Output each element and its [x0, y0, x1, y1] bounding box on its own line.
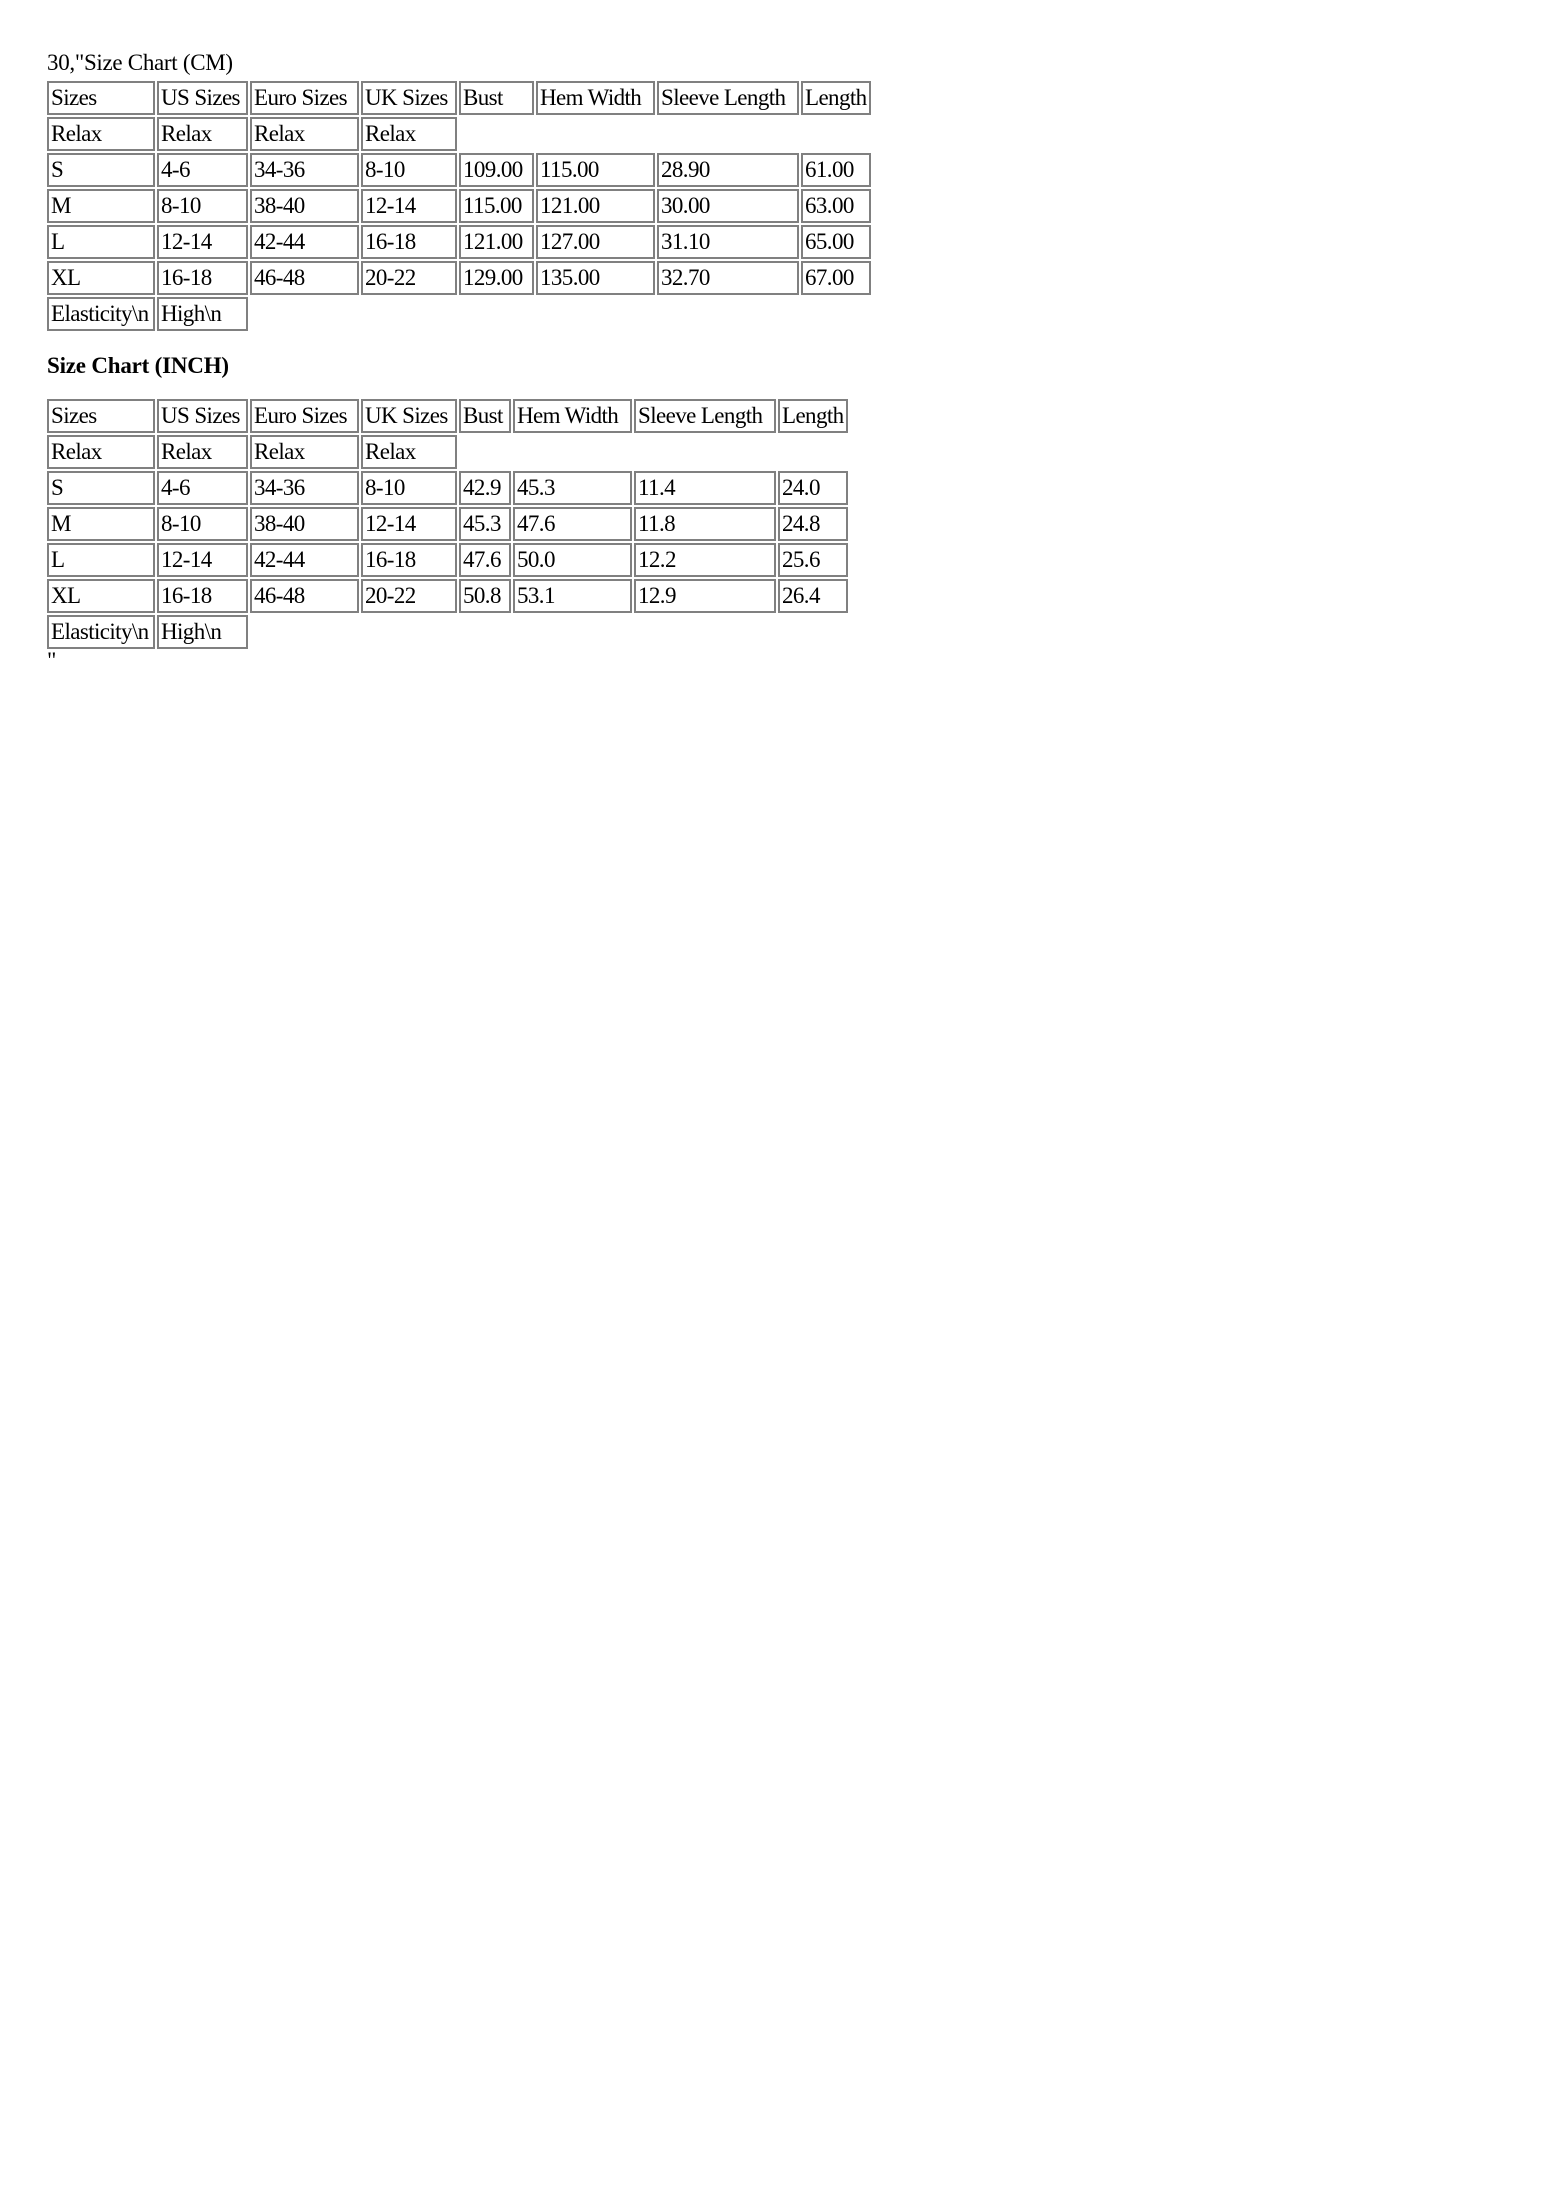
table-cell: 12-14 [361, 189, 457, 223]
table-cell: 34-36 [250, 471, 359, 505]
table-row [47, 225, 871, 259]
table-row [47, 153, 871, 187]
table-cell: 26.4 [778, 579, 848, 613]
table-cell: 50.0 [513, 543, 632, 577]
table-cell: 16-18 [157, 579, 248, 613]
table-row [47, 471, 848, 505]
header-cell: Sleeve Length [634, 399, 776, 433]
table-cell: 20-22 [361, 261, 457, 295]
table-cell: Relax [361, 117, 457, 151]
table-cell: 8-10 [157, 507, 248, 541]
table-cell: 38-40 [250, 189, 359, 223]
header-cell: Length [801, 81, 871, 115]
table-cell: High\n [157, 615, 248, 649]
table-cell: 8-10 [361, 153, 457, 187]
table-cell: 65.00 [801, 225, 871, 259]
table-cell: 16-18 [361, 543, 457, 577]
empty-cell [250, 297, 871, 331]
table-cell: L [47, 543, 155, 577]
table-cell: 12-14 [361, 507, 457, 541]
table-row [47, 189, 871, 223]
table-cell: 42.9 [459, 471, 511, 505]
table-cell: 31.10 [657, 225, 799, 259]
header-cell: Sleeve Length [657, 81, 799, 115]
table-cell: M [47, 507, 155, 541]
table-cell: 11.8 [634, 507, 776, 541]
table-cell: XL [47, 261, 155, 295]
cm-size-table [45, 79, 873, 333]
table-header-row [47, 81, 871, 115]
table-cell: Elasticity\n [47, 297, 155, 331]
header-cell: Length [778, 399, 848, 433]
table-cell: M [47, 189, 155, 223]
table-cell: 45.3 [513, 471, 632, 505]
trailing-quote: " [47, 648, 57, 673]
table-cell: 50.8 [459, 579, 511, 613]
header-cell: UK Sizes [361, 399, 457, 433]
table-row [47, 435, 848, 469]
table-cell: 20-22 [361, 579, 457, 613]
table-cell: 12.9 [634, 579, 776, 613]
table-cell: 46-48 [250, 261, 359, 295]
table-cell: 45.3 [459, 507, 511, 541]
table-cell: High\n [157, 297, 248, 331]
table-row [47, 507, 848, 541]
header-cell: Bust [459, 81, 534, 115]
header-cell: Euro Sizes [250, 81, 359, 115]
table-cell: Relax [250, 435, 359, 469]
table-cell: 11.4 [634, 471, 776, 505]
table-cell: 25.6 [778, 543, 848, 577]
table-cell: Elasticity\n [47, 615, 155, 649]
table-cell: 8-10 [157, 189, 248, 223]
table-cell: 115.00 [459, 189, 534, 223]
table-header-row [47, 399, 848, 433]
table-cell: 61.00 [801, 153, 871, 187]
table-cell: 121.00 [459, 225, 534, 259]
table-cell: 42-44 [250, 225, 359, 259]
table-cell: 63.00 [801, 189, 871, 223]
table-cell: 135.00 [536, 261, 655, 295]
table-cell: 4-6 [157, 153, 248, 187]
table-cell: 24.8 [778, 507, 848, 541]
table-cell: Relax [47, 435, 155, 469]
table-cell: Relax [361, 435, 457, 469]
header-cell: Hem Width [536, 81, 655, 115]
header-cell: US Sizes [157, 399, 248, 433]
table-cell: 12.2 [634, 543, 776, 577]
table-cell: S [47, 153, 155, 187]
table-row [47, 117, 871, 151]
table-cell: 32.70 [657, 261, 799, 295]
table-row [47, 543, 848, 577]
table-cell: 16-18 [157, 261, 248, 295]
header-cell: US Sizes [157, 81, 248, 115]
table-cell: 28.90 [657, 153, 799, 187]
table-cell: 16-18 [361, 225, 457, 259]
table-cell: 127.00 [536, 225, 655, 259]
table-cell: 115.00 [536, 153, 655, 187]
header-cell: Hem Width [513, 399, 632, 433]
table-cell: XL [47, 579, 155, 613]
table-cell: 53.1 [513, 579, 632, 613]
table-cell: 12-14 [157, 225, 248, 259]
table-cell: 42-44 [250, 543, 359, 577]
table-cell: 4-6 [157, 471, 248, 505]
table-cell: 24.0 [778, 471, 848, 505]
table-cell: 34-36 [250, 153, 359, 187]
table-row [47, 615, 848, 649]
table-cell: 47.6 [513, 507, 632, 541]
table-cell: 30.00 [657, 189, 799, 223]
table-cell: 67.00 [801, 261, 871, 295]
empty-cell [459, 435, 848, 469]
table-cell: L [47, 225, 155, 259]
empty-cell [250, 615, 848, 649]
table-cell: 46-48 [250, 579, 359, 613]
table-row [47, 297, 871, 331]
inch-chart-title: Size Chart (INCH) [47, 353, 229, 378]
table-cell: S [47, 471, 155, 505]
inch-size-table [45, 397, 850, 651]
table-cell: 47.6 [459, 543, 511, 577]
header-cell: UK Sizes [361, 81, 457, 115]
table-cell: 8-10 [361, 471, 457, 505]
table-cell: 129.00 [459, 261, 534, 295]
table-cell: 38-40 [250, 507, 359, 541]
table-cell: 12-14 [157, 543, 248, 577]
table-cell: 121.00 [536, 189, 655, 223]
header-cell: Sizes [47, 81, 155, 115]
header-cell: Sizes [47, 399, 155, 433]
table-row [47, 261, 871, 295]
page-content [47, 48, 873, 671]
empty-cell [459, 117, 871, 151]
cm-chart-title: 30,"Size Chart (CM) [47, 50, 233, 75]
table-cell: Relax [157, 435, 248, 469]
table-cell: Relax [250, 117, 359, 151]
header-cell: Euro Sizes [250, 399, 359, 433]
table-cell: Relax [47, 117, 155, 151]
table-cell: 109.00 [459, 153, 534, 187]
table-row [47, 579, 848, 613]
header-cell: Bust [459, 399, 511, 433]
table-cell: Relax [157, 117, 248, 151]
